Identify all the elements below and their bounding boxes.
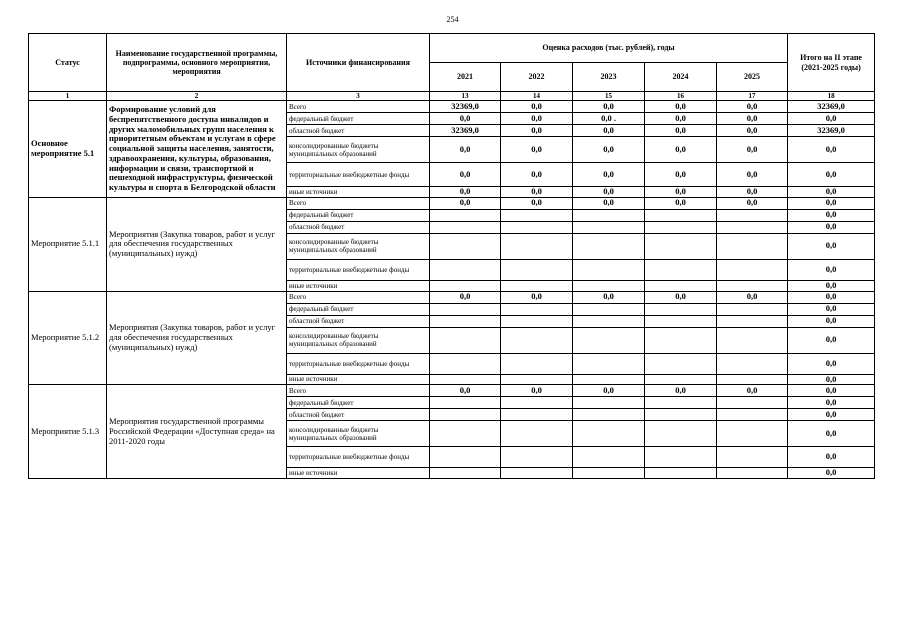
- year-value-cell: [501, 421, 573, 447]
- year-value-cell: [717, 374, 788, 385]
- year-value-cell: [717, 421, 788, 447]
- year-value-cell: [645, 353, 717, 374]
- total-cell: 0,0: [788, 397, 875, 409]
- source-label: Всего: [287, 101, 430, 113]
- year-value-cell: 0,0: [717, 163, 788, 187]
- year-value-cell: 0,0: [430, 163, 501, 187]
- year-value-cell: [573, 409, 645, 421]
- year-value-cell: [501, 374, 573, 385]
- source-label: федеральный бюджет: [287, 303, 430, 315]
- column-number: 16: [645, 92, 717, 101]
- year-value-cell: [501, 327, 573, 353]
- year-value-cell: [717, 209, 788, 221]
- year-value-cell: 0,0: [573, 125, 645, 137]
- column-number: 15: [573, 92, 645, 101]
- header-name: Наименование государственной программы, подпрограммы, основного мероприятия, мероприятия: [107, 34, 287, 92]
- total-cell: 0,0: [788, 187, 875, 198]
- year-value-cell: [645, 397, 717, 409]
- year-value-cell: 0,0: [573, 197, 645, 209]
- header-status: Статус: [29, 34, 107, 92]
- source-label: территориальные внебюджетные фонды: [287, 259, 430, 280]
- column-number-row: [29, 92, 875, 101]
- source-label: областной бюджет: [287, 125, 430, 137]
- source-label: Всего: [287, 197, 430, 209]
- total-cell: 0,0: [788, 113, 875, 125]
- year-value-cell: [501, 303, 573, 315]
- table-row: [29, 197, 875, 209]
- year-value-cell: [645, 374, 717, 385]
- year-value-cell: 0,0: [501, 163, 573, 187]
- year-value-cell: [645, 315, 717, 327]
- header-year: 2022: [501, 63, 573, 92]
- year-value-cell: 0,0: [501, 197, 573, 209]
- year-value-cell: [645, 303, 717, 315]
- year-value-cell: 0,0: [573, 187, 645, 198]
- year-value-cell: 0,0: [717, 187, 788, 198]
- year-value-cell: [501, 468, 573, 479]
- source-label: Всего: [287, 291, 430, 303]
- year-value-cell: 0,0: [573, 163, 645, 187]
- year-value-cell: 0,0: [645, 125, 717, 137]
- year-value-cell: [430, 447, 501, 468]
- year-value-cell: 0,0: [717, 291, 788, 303]
- year-value-cell: [573, 421, 645, 447]
- source-label: иные источники: [287, 280, 430, 291]
- total-cell: 0,0: [788, 303, 875, 315]
- column-number: 1: [29, 92, 107, 101]
- column-number: 13: [430, 92, 501, 101]
- year-value-cell: [645, 447, 717, 468]
- year-value-cell: [717, 280, 788, 291]
- year-value-cell: 0,0: [717, 113, 788, 125]
- year-value-cell: [573, 315, 645, 327]
- year-value-cell: 0,0: [645, 187, 717, 198]
- year-value-cell: [501, 209, 573, 221]
- year-value-cell: [430, 397, 501, 409]
- year-value-cell: [430, 280, 501, 291]
- year-value-cell: [573, 327, 645, 353]
- year-value-cell: [501, 259, 573, 280]
- year-value-cell: 0,0: [501, 125, 573, 137]
- year-value-cell: [717, 397, 788, 409]
- budget-table: [28, 33, 875, 479]
- row-name: Мероприятия государственной программы Российской Федерации «Доступная среда» на 2011-2020 годы: [107, 385, 287, 479]
- year-value-cell: [717, 447, 788, 468]
- source-label: иные источники: [287, 468, 430, 479]
- header-row: [29, 34, 875, 63]
- total-cell: 0,0: [788, 280, 875, 291]
- source-label: консолидированные бюджеты муниципальных образований: [287, 421, 430, 447]
- year-value-cell: [430, 468, 501, 479]
- year-value-cell: 0,0: [430, 385, 501, 397]
- year-value-cell: [645, 209, 717, 221]
- year-value-cell: [717, 409, 788, 421]
- year-value-cell: 0,0: [645, 385, 717, 397]
- header-sources: Источники финансирования: [287, 34, 430, 92]
- year-value-cell: [717, 303, 788, 315]
- total-cell: 0,0: [788, 259, 875, 280]
- year-value-cell: 0,0: [501, 385, 573, 397]
- year-value-cell: [573, 280, 645, 291]
- year-value-cell: [645, 421, 717, 447]
- year-value-cell: [645, 221, 717, 233]
- total-cell: 0,0: [788, 385, 875, 397]
- source-label: областной бюджет: [287, 221, 430, 233]
- year-value-cell: [501, 409, 573, 421]
- source-label: территориальные внебюджетные фонды: [287, 447, 430, 468]
- year-value-cell: 0,0: [645, 113, 717, 125]
- year-value-cell: [430, 353, 501, 374]
- year-value-cell: 0,0: [501, 137, 573, 163]
- column-number: 3: [287, 92, 430, 101]
- total-cell: 0,0: [788, 409, 875, 421]
- year-value-cell: [717, 468, 788, 479]
- column-number: 2: [107, 92, 287, 101]
- year-value-cell: [573, 259, 645, 280]
- year-value-cell: [501, 315, 573, 327]
- year-value-cell: 0,0 .: [573, 113, 645, 125]
- source-label: консолидированные бюджеты муниципальных образований: [287, 233, 430, 259]
- year-value-cell: [573, 353, 645, 374]
- row-status: Основное мероприятие 5.1: [29, 101, 107, 198]
- year-value-cell: 0,0: [573, 101, 645, 113]
- year-value-cell: 0,0: [645, 101, 717, 113]
- total-cell: 0,0: [788, 353, 875, 374]
- source-label: консолидированные бюджеты муниципальных образований: [287, 137, 430, 163]
- year-value-cell: [645, 259, 717, 280]
- source-label: иные источники: [287, 374, 430, 385]
- column-number: 18: [788, 92, 875, 101]
- header-total: Итого на II этапе (2021-2025 годы): [788, 34, 875, 92]
- year-value-cell: 0,0: [717, 125, 788, 137]
- year-value-cell: 0,0: [573, 291, 645, 303]
- row-status: Мероприятие 5.1.2: [29, 291, 107, 385]
- year-value-cell: 0,0: [501, 187, 573, 198]
- year-value-cell: 0,0: [573, 385, 645, 397]
- year-value-cell: [430, 409, 501, 421]
- total-cell: 0,0: [788, 197, 875, 209]
- year-value-cell: [501, 353, 573, 374]
- header-year: 2021: [430, 63, 501, 92]
- year-value-cell: [645, 233, 717, 259]
- header-year: 2025: [717, 63, 788, 92]
- year-value-cell: [717, 233, 788, 259]
- year-value-cell: 0,0: [430, 113, 501, 125]
- total-cell: 0,0: [788, 374, 875, 385]
- year-value-cell: [430, 233, 501, 259]
- table-body: [29, 101, 875, 479]
- year-value-cell: 0,0: [430, 291, 501, 303]
- year-value-cell: [430, 315, 501, 327]
- year-value-cell: 0,0: [645, 137, 717, 163]
- year-value-cell: [501, 221, 573, 233]
- year-value-cell: 0,0: [430, 197, 501, 209]
- year-value-cell: [501, 233, 573, 259]
- header-year: 2023: [573, 63, 645, 92]
- total-cell: 0,0: [788, 315, 875, 327]
- total-cell: 0,0: [788, 209, 875, 221]
- total-cell: 0,0: [788, 421, 875, 447]
- year-value-cell: [430, 209, 501, 221]
- year-value-cell: [645, 409, 717, 421]
- source-label: федеральный бюджет: [287, 209, 430, 221]
- year-value-cell: [645, 468, 717, 479]
- year-value-cell: [645, 280, 717, 291]
- source-label: областной бюджет: [287, 315, 430, 327]
- row-name: Мероприятия (Закупка товаров, работ и услуг для обеспечения государственных (муниципальных) нужд): [107, 197, 287, 291]
- year-value-cell: [573, 374, 645, 385]
- total-cell: 32369,0: [788, 125, 875, 137]
- total-cell: 0,0: [788, 327, 875, 353]
- year-value-cell: [573, 221, 645, 233]
- year-value-cell: [717, 327, 788, 353]
- year-value-cell: [573, 468, 645, 479]
- source-label: федеральный бюджет: [287, 113, 430, 125]
- year-value-cell: [717, 353, 788, 374]
- total-cell: 0,0: [788, 447, 875, 468]
- year-value-cell: 0,0: [645, 291, 717, 303]
- year-value-cell: [501, 397, 573, 409]
- total-cell: 0,0: [788, 233, 875, 259]
- year-value-cell: [573, 447, 645, 468]
- year-value-cell: [645, 327, 717, 353]
- header-year: 2024: [645, 63, 717, 92]
- year-value-cell: [430, 221, 501, 233]
- year-value-cell: 0,0: [430, 187, 501, 198]
- year-value-cell: [573, 233, 645, 259]
- year-value-cell: 32369,0: [430, 125, 501, 137]
- year-value-cell: [573, 303, 645, 315]
- year-value-cell: [717, 259, 788, 280]
- total-cell: 0,0: [788, 291, 875, 303]
- year-value-cell: 0,0: [573, 137, 645, 163]
- year-value-cell: 32369,0: [430, 101, 501, 113]
- row-status: Мероприятие 5.1.1: [29, 197, 107, 291]
- total-cell: 0,0: [788, 163, 875, 187]
- source-label: областной бюджет: [287, 409, 430, 421]
- source-label: территориальные внебюджетные фонды: [287, 163, 430, 187]
- total-cell: 0,0: [788, 137, 875, 163]
- year-value-cell: [430, 421, 501, 447]
- year-value-cell: 0,0: [501, 113, 573, 125]
- source-label: Всего: [287, 385, 430, 397]
- year-value-cell: [501, 280, 573, 291]
- year-value-cell: [430, 374, 501, 385]
- year-value-cell: 0,0: [717, 137, 788, 163]
- source-label: территориальные внебюджетные фонды: [287, 353, 430, 374]
- year-value-cell: [501, 447, 573, 468]
- year-value-cell: 0,0: [501, 291, 573, 303]
- row-status: Мероприятие 5.1.3: [29, 385, 107, 479]
- year-value-cell: 0,0: [645, 197, 717, 209]
- total-cell: 0,0: [788, 468, 875, 479]
- year-value-cell: [717, 315, 788, 327]
- year-value-cell: 0,0: [717, 385, 788, 397]
- header-estimate: Оценка расходов (тыс. рублей), годы: [430, 34, 788, 63]
- year-value-cell: [430, 303, 501, 315]
- year-value-cell: [430, 259, 501, 280]
- column-number: 17: [717, 92, 788, 101]
- source-label: консолидированные бюджеты муниципальных образований: [287, 327, 430, 353]
- year-value-cell: [573, 397, 645, 409]
- year-value-cell: [717, 221, 788, 233]
- year-value-cell: 0,0: [717, 101, 788, 113]
- column-number: 14: [501, 92, 573, 101]
- source-label: иные источники: [287, 187, 430, 198]
- year-value-cell: 0,0: [717, 197, 788, 209]
- year-value-cell: 0,0: [501, 101, 573, 113]
- year-value-cell: [573, 209, 645, 221]
- source-label: федеральный бюджет: [287, 397, 430, 409]
- year-value-cell: 0,0: [645, 163, 717, 187]
- year-value-cell: [430, 327, 501, 353]
- row-name: Мероприятия (Закупка товаров, работ и услуг для обеспечения государственных (муниципальных) нужд): [107, 291, 287, 385]
- row-name: Формирование условий для беспрепятственного доступа инвалидов и других маломобильных групп населения к приоритетным объектам и услугам в сфере социальной защиты населения, занятости, здравоохранения, культуры, образования, информации и связи, транспортной и пешеходной инфраструктуры, физической культуры и спорта в Белгородской области: [107, 101, 287, 198]
- table-row: [29, 291, 875, 303]
- total-cell: 0,0: [788, 221, 875, 233]
- year-value-cell: 0,0: [430, 137, 501, 163]
- total-cell: 32369,0: [788, 101, 875, 113]
- table-row: [29, 385, 875, 397]
- table-row: [29, 101, 875, 113]
- page-number: 254: [446, 15, 459, 24]
